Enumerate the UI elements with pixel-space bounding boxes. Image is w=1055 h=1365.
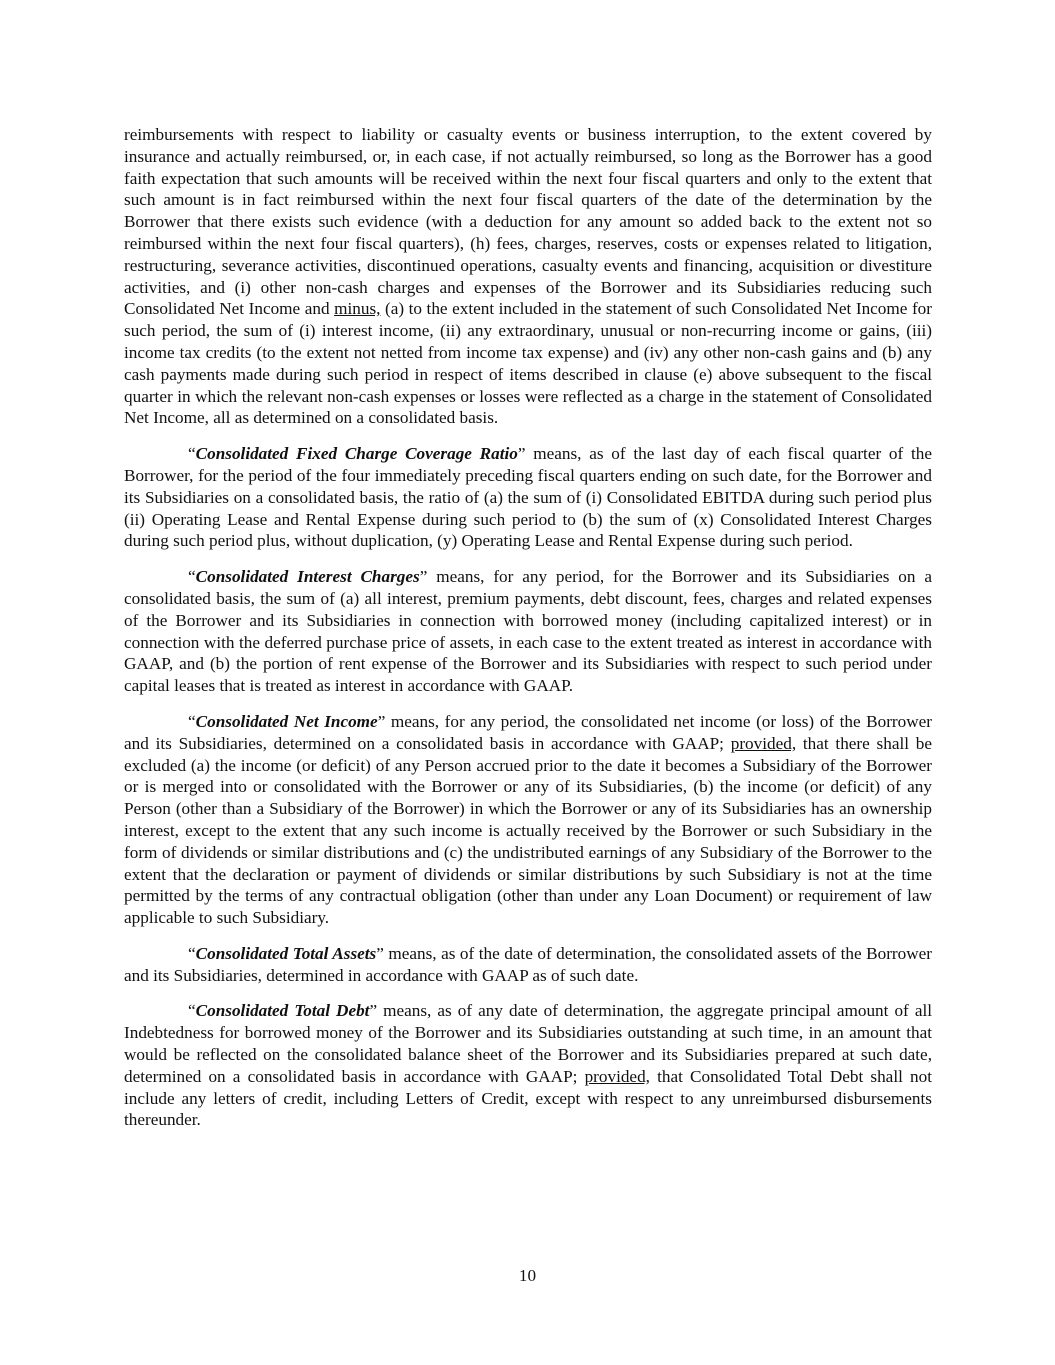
definition-consolidated-fixed-charge-coverage-ratio	[124, 443, 932, 552]
minus-term: minus,	[334, 299, 381, 319]
definition-consolidated-interest-charges	[124, 566, 932, 697]
close-quote: ”	[517, 444, 526, 464]
intro-paragraph	[124, 124, 932, 429]
definition-text-continued: that there shall be excluded (a) the income (or deficit) of any Person accrued prior to the date it becomes a Subsidiary of the Borrower or is merged into or consolidated with the Borrower or any of its Subsidiaries, (b) the income (or deficit) of any Person (other than a Subsidiary of the Borrower) in which the Borrower or any of its Subsidiaries has an ownership interest, except to the extent that any such income is actually received by the Borrower or such Subsidiary in the form of dividends or similar distributions and (c) the undistributed earnings of any Subsidiary of the Borrower to the extent that the declaration or payment of dividends or similar distributions by such Subsidiary is not at the time permitted by the terms of any contractual obligation (other than under any Loan Document) or requirement of law applicable to such Subsidiary.	[124, 733, 932, 928]
open-quote: “	[188, 444, 196, 464]
intro-text-continued: (a) to the extent included in the statement of such Consolidated Net Income for such period, the sum of (i) interest income, (ii) any extraordinary, unusual or non-recurring income or gains, (iii) income tax credits (to the extent not netted from income tax expense) and (iv) any other non-cash gains and (b) any cash payments made during such period in respect of items described in clause (e) above subsequent to the fiscal quarter in which the relevant non-cash expenses or losses were reflected as a charge in the statement of Consolidated Net Income, all as determined on a consolidated basis.	[124, 299, 932, 428]
definition-text-continued: that Consolidated Total Debt shall not include any letters of credit, including Letters of Credit, except with respect to any unreimbursed disbursements thereunder.	[124, 1066, 932, 1130]
open-quote: “	[188, 711, 196, 731]
defined-term: Consolidated Interest Charges	[195, 567, 420, 587]
document-body	[124, 124, 932, 1145]
intro-text: reimbursements with respect to liability or casualty events or business interruption, to the extent covered by insurance and actually reimbursed, or, in each case, if not actually reimbursed, so long as the Borrower has a good faith expectation that such amounts will be received within the next four fiscal quarters and only to the extent that such amount is in fact reimbursed within the next four fiscal quarters of the date of the determination by the Borrower that there exists such evidence (with a deduction for any amount so added back to the extent not so reimbursed within the next four fiscal quarters), (h) fees, charges, reserves, costs or expenses related to litigation, restructuring, severance activities, discontinued operations, casualty events and financing, acquisition or divestiture activities, and (i) other non-cash charges and expenses of the Borrower and its Subsidiaries reducing such Consolidated Net Income and	[124, 125, 932, 319]
definition-text: means, as of the last day of each fiscal quarter of the Borrower, for the period of the four immediately preceding fiscal quarters ending on such date, for the Borrower and its Subsidiaries on a consolidated basis, the ratio of (a) the sum of (i) Consolidated EBITDA during such period plus (ii) Operating Lease and Rental Expense during such period to (b) the sum of (x) Consolidated Interest Charges during such period plus, without duplication, (y) Operating Lease and Rental Expense during such period.	[124, 444, 932, 551]
definition-text: means, as of the date of determination, the consolidated assets of the Borrower and its Subsidiaries, determined in accordance with GAAP as of such date.	[124, 943, 932, 985]
open-quote: “	[188, 943, 196, 963]
definition-text: means, for any period, the consolidated net income (or loss) of the Borrower and its Subsidiaries, determined on a consolidated basis in accordance with GAAP;	[124, 711, 932, 753]
definition-consolidated-total-assets	[124, 943, 932, 987]
defined-term: Consolidated Total Debt	[195, 1001, 370, 1021]
defined-term: Consolidated Net Income	[195, 711, 378, 731]
close-quote: ”	[369, 1001, 378, 1021]
close-quote: ”	[419, 567, 428, 587]
definition-text: means, as of any date of determination, the aggregate principal amount of all Indebtedness for borrowed money of the Borrower and its Subsidiaries outstanding at such time, in an amount that would be reflected on the consolidated balance sheet of the Borrower and its Subsidiaries prepared at such date, determined on a consolidated basis in accordance with GAAP;	[124, 1001, 932, 1086]
open-quote: “	[188, 1001, 196, 1021]
provided-term: provided,	[730, 733, 797, 753]
definition-consolidated-total-debt	[124, 1000, 932, 1131]
open-quote: “	[188, 567, 196, 587]
close-quote: ”	[376, 943, 384, 963]
defined-term: Consolidated Fixed Charge Coverage Ratio	[195, 444, 518, 464]
close-quote: ”	[377, 711, 386, 731]
defined-term: Consolidated Total Assets	[195, 943, 377, 963]
provided-term: provided,	[584, 1066, 650, 1086]
definition-consolidated-net-income	[124, 711, 932, 929]
definition-text: means, for any period, for the Borrower and its Subsidiaries on a consolidated basis, the sum of (a) all interest, premium payments, debt discount, fees, charges and related expenses of the Borrower and its Subsidiaries in connection with borrowed money (including capitalized interest) or in connection with the deferred purchase price of assets, in each case to the extent treated as interest in accordance with GAAP, and (b) the portion of rent expense of the Borrower and its Subsidiaries with respect to such period under capital leases that is treated as interest in accordance with GAAP.	[124, 567, 932, 696]
page-number: 10	[518, 1266, 537, 1285]
